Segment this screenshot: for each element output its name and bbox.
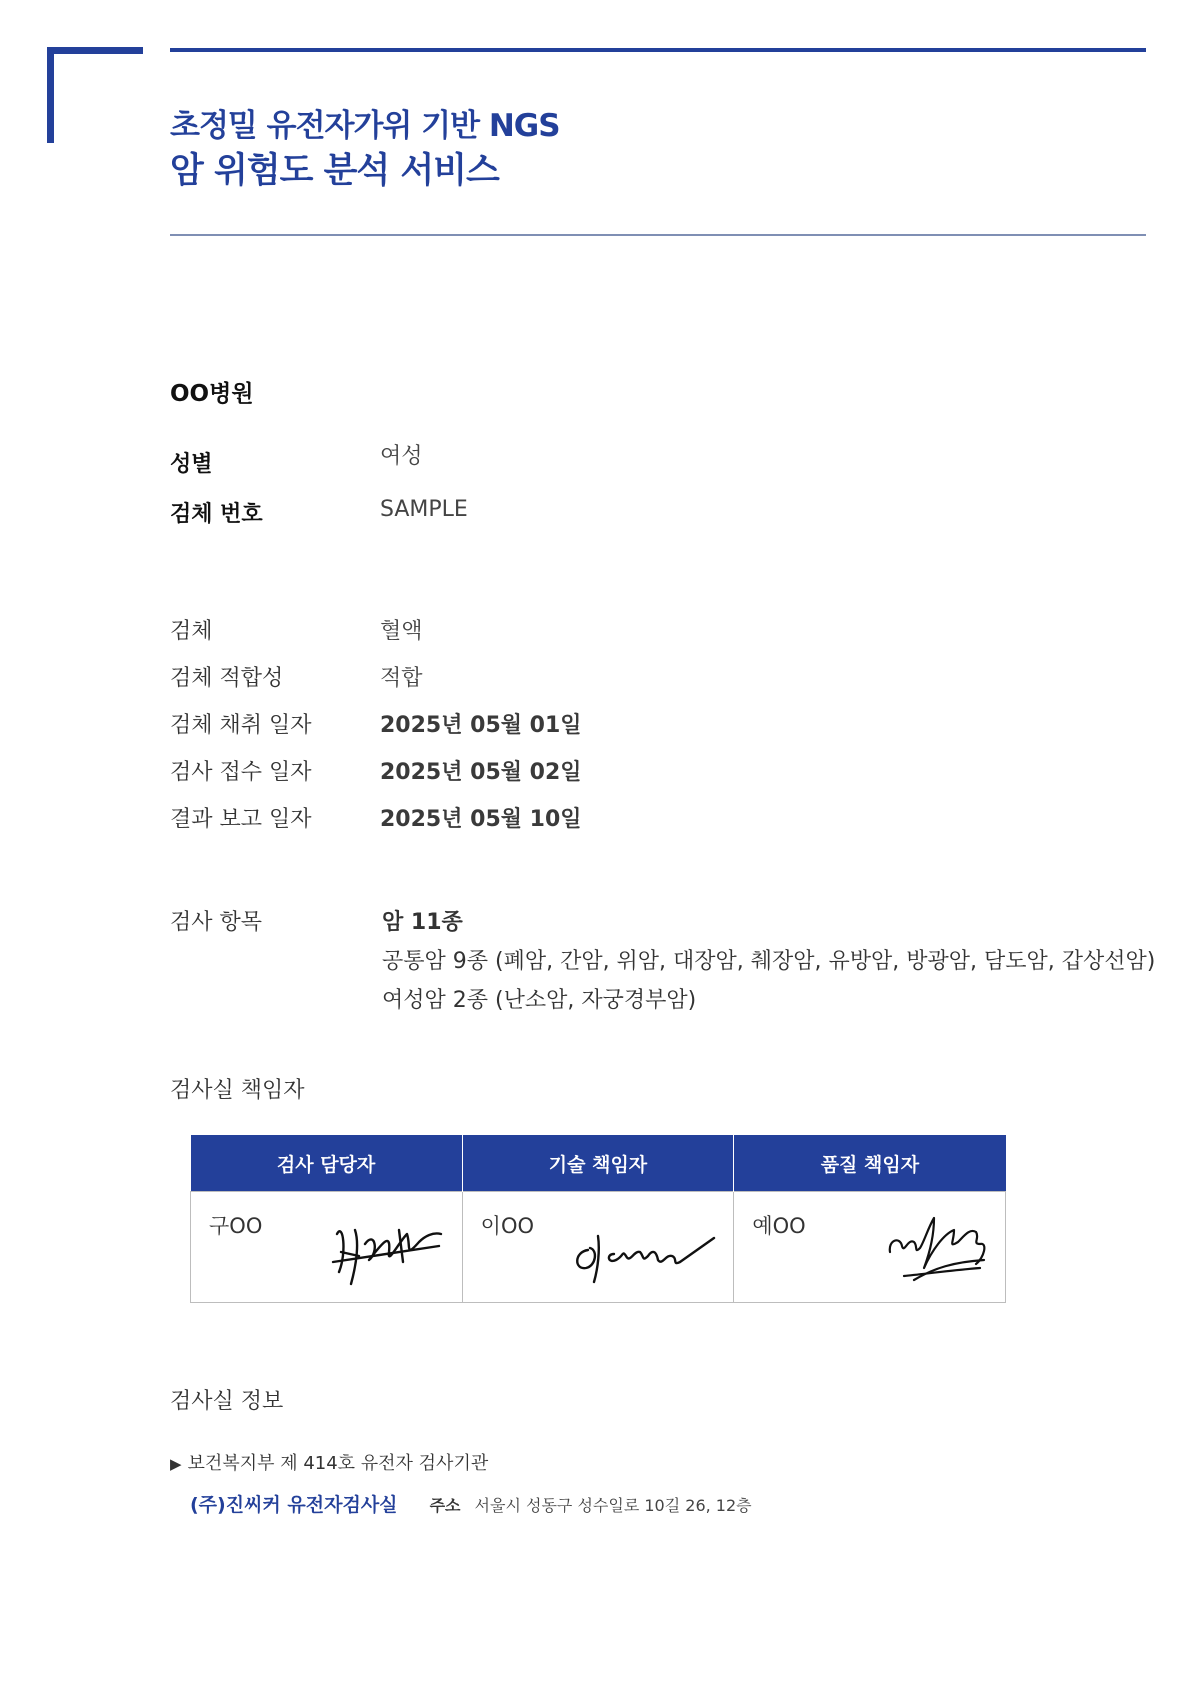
test-items-list [382, 905, 1155, 1022]
header-top-rule [170, 48, 1146, 52]
signature-cell-quality [734, 1192, 1006, 1303]
specimen-type-label: 검체 [170, 619, 213, 644]
header-divider [170, 234, 1146, 236]
signature-image-technical [568, 1220, 718, 1290]
hospital-name: OO병원 [170, 381, 254, 407]
report-title-line2: 암 위험도 분석 서비스 [170, 151, 499, 191]
test-items-female: 여성암 2종 (난소암, 자궁경부암) [382, 988, 697, 1013]
signature-image-quality [884, 1208, 994, 1294]
specimen-number-value: SAMPLE [380, 497, 468, 522]
test-items-common: 공통암 9종 (폐암, 간암, 위암, 대장암, 췌장암, 유방암, 방광암, 담도암, 갑상선암) [382, 949, 1156, 974]
tester-name: 구OO [209, 1214, 263, 1238]
signature-table [190, 1135, 1006, 1303]
lab-address: 서울시 성동구 성수일로 10길 26, 12층 [474, 1496, 752, 1515]
specimen-suitability-label: 검체 적합성 [170, 666, 284, 691]
role-header-quality: 품질 책임자 [734, 1135, 1006, 1192]
received-date-value: 2025년 05월 02일 [380, 760, 582, 785]
specimen-type-value: 혈액 [380, 619, 423, 644]
report-date-label: 결과 보고 일자 [170, 807, 312, 832]
signature-cell-technical [462, 1192, 734, 1303]
sex-label: 성별 [170, 452, 213, 477]
corner-accent [47, 47, 143, 54]
lab-name: (주)진씨커 유전자검사실 [190, 1494, 398, 1516]
lab-address-line [190, 1490, 752, 1517]
specimen-suitability-value: 적합 [380, 666, 423, 691]
test-items-label: 검사 항목 [170, 910, 263, 935]
received-date-label: 검사 접수 일자 [170, 760, 312, 785]
test-items-summary: 암 11종 [382, 910, 463, 935]
collection-date-label: 검체 채취 일자 [170, 713, 312, 738]
signature-table-header [191, 1135, 1006, 1192]
collection-date-value: 2025년 05월 01일 [380, 713, 582, 738]
lab-registration: 보건복지부 제 414호 유전자 검사기관 [187, 1453, 489, 1474]
lab-registration-line [170, 1449, 488, 1475]
lab-info-section-title: 검사실 정보 [170, 1389, 284, 1414]
technical-name: 이OO [480, 1214, 535, 1238]
report-date-value: 2025년 05월 10일 [380, 807, 582, 832]
corner-accent-vertical [47, 47, 54, 143]
signature-image-tester [329, 1212, 449, 1292]
specimen-number-label: 검체 번호 [170, 502, 263, 527]
role-header-technical: 기술 책임자 [462, 1135, 734, 1192]
responsible-section-title: 검사실 책임자 [170, 1078, 305, 1103]
role-header-tester: 검사 담당자 [191, 1135, 463, 1192]
report-title-line1: 초정밀 유전자가위 기반 NGS [170, 108, 560, 144]
address-label: 주소 [429, 1496, 461, 1515]
sex-value: 여성 [380, 444, 423, 469]
quality-name: 예OO [752, 1214, 806, 1238]
signature-cell-tester [191, 1192, 463, 1303]
signature-table-row [191, 1192, 1006, 1303]
bullet-triangle-icon: ▶ [170, 1455, 182, 1473]
